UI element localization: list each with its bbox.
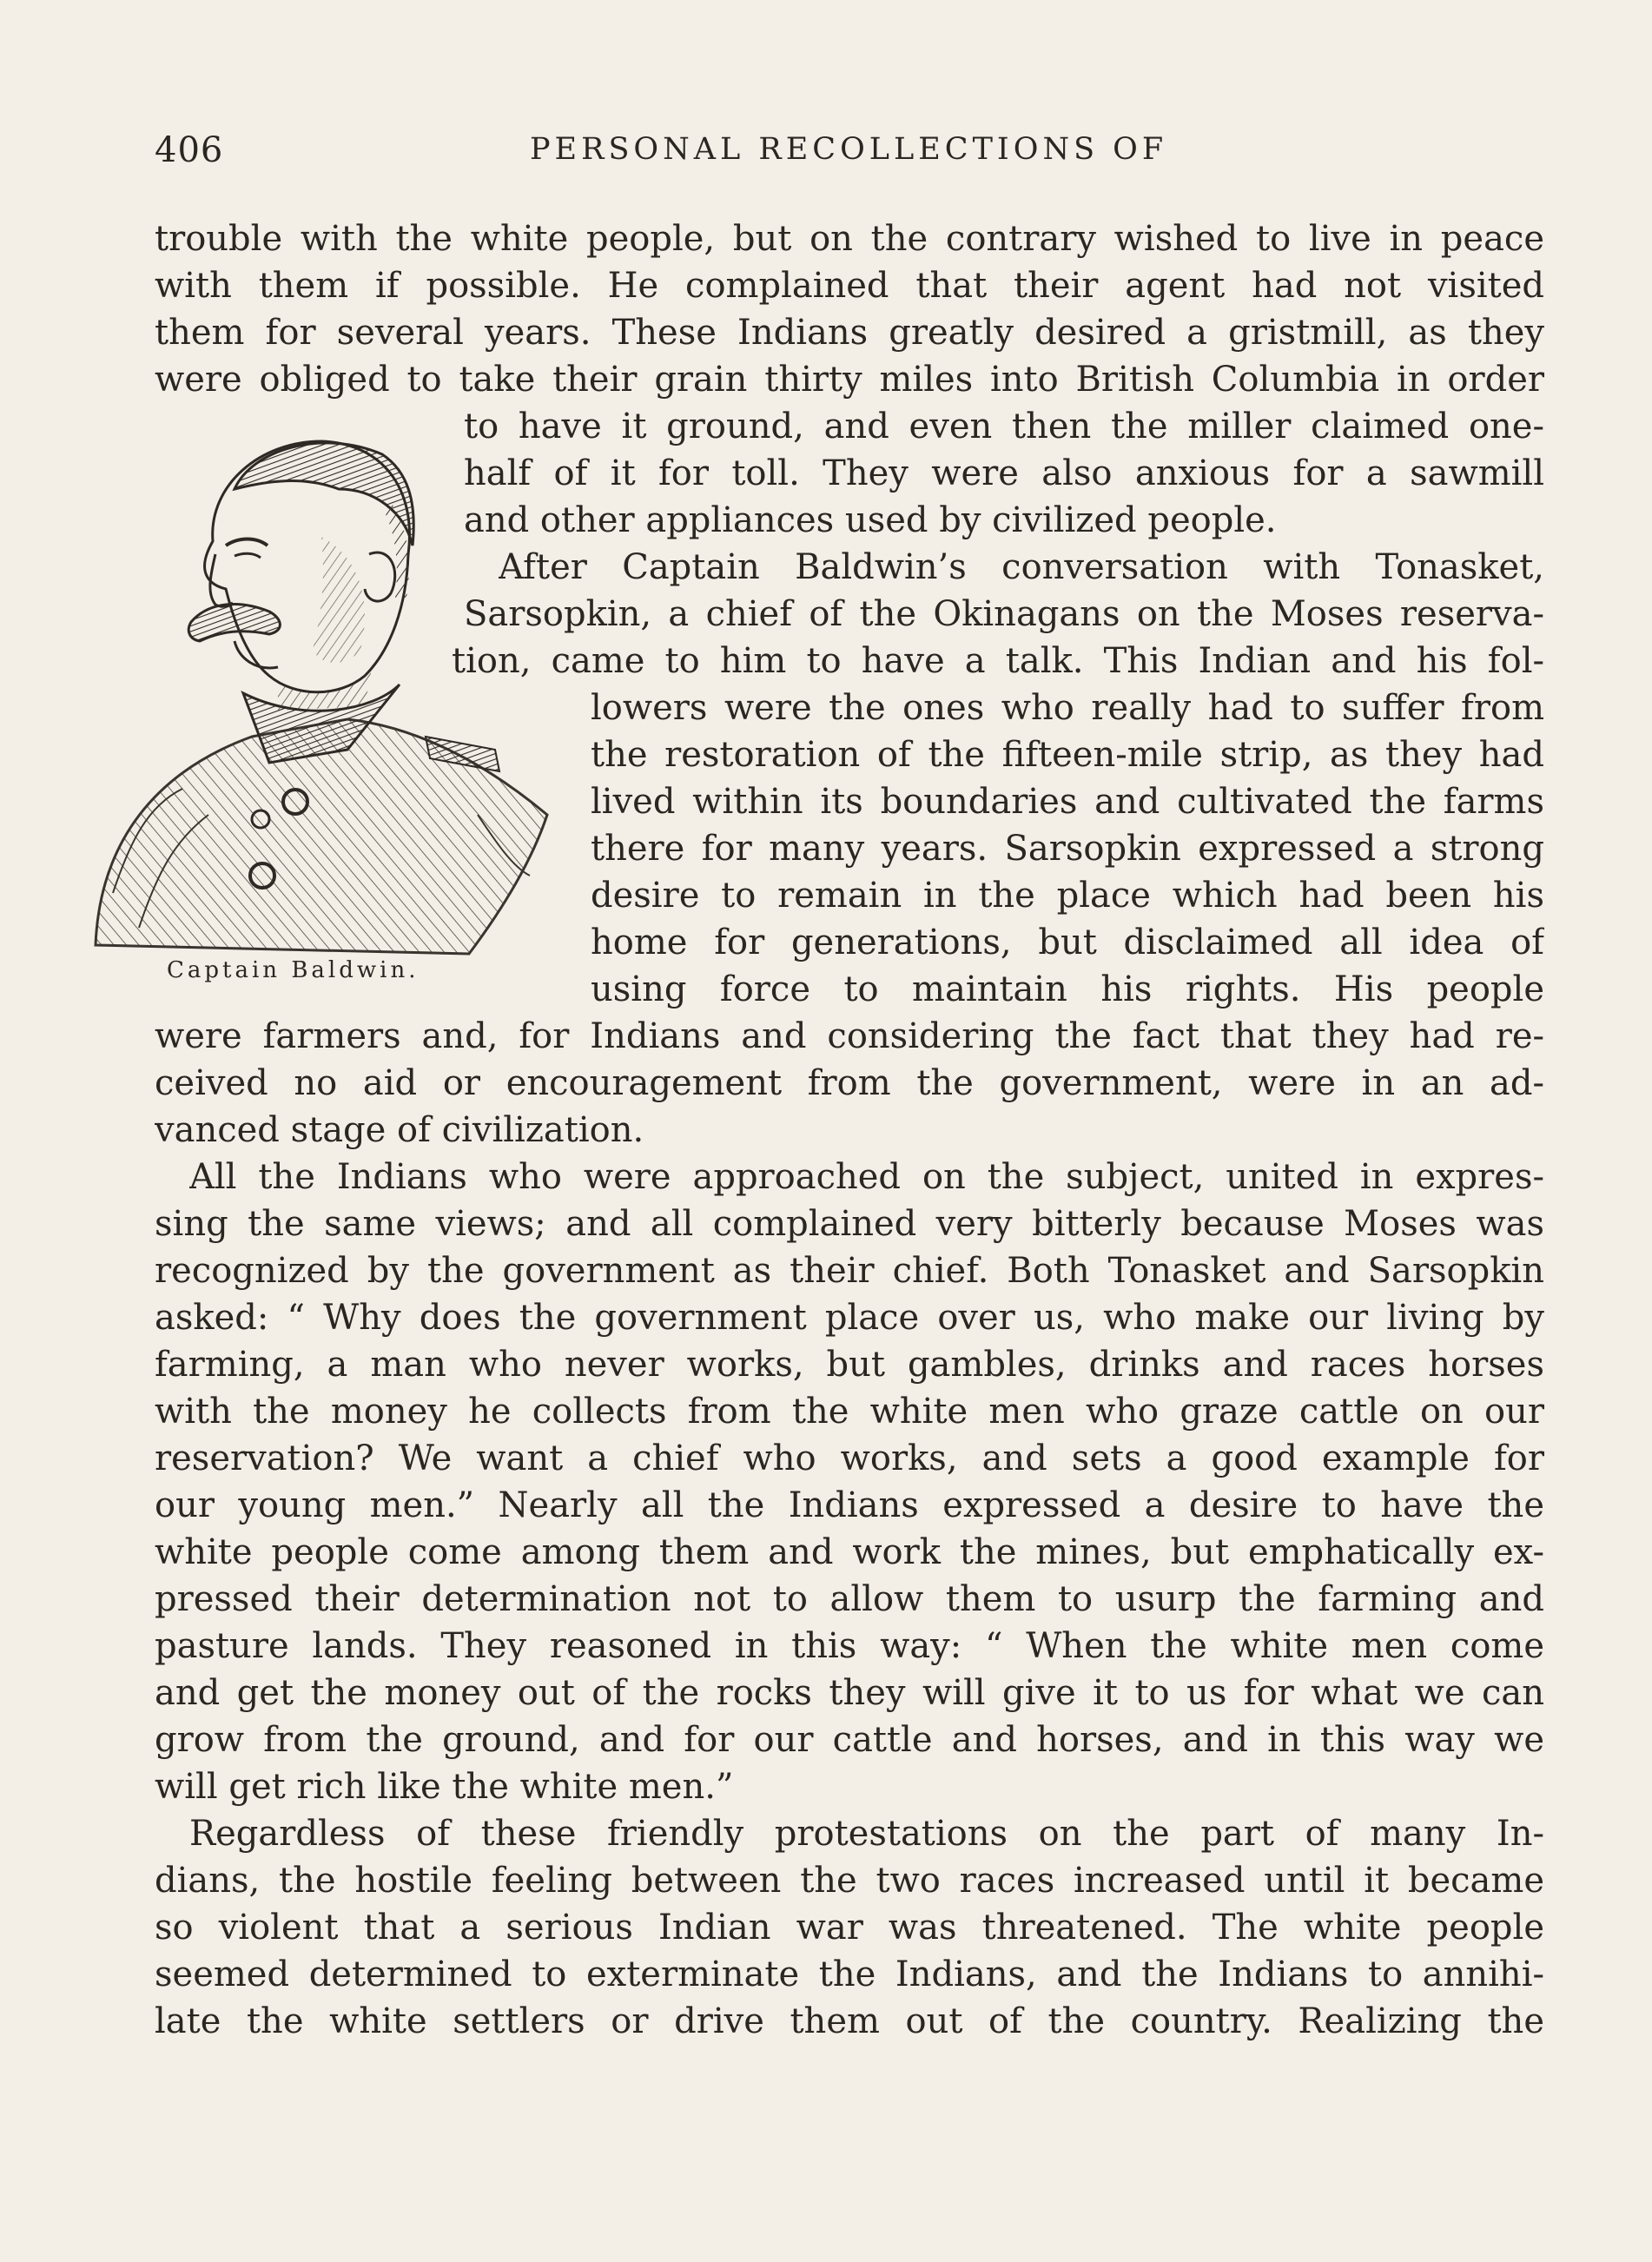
text-line: After Captain Baldwin’s conversation with Tonasket, xyxy=(499,547,1544,587)
running-head-title: PERSONAL RECOLLECTIONS OF xyxy=(530,132,1168,167)
text-line: dians, the hostile feeling between the two races increased until it became xyxy=(155,1861,1544,1901)
text-line: were obliged to take their grain thirty miles into British Columbia in order xyxy=(155,360,1544,400)
text-line: home for generations, but disclaimed all idea of xyxy=(591,923,1544,962)
text-line: pressed their determination not to allow them to usurp the farming and xyxy=(155,1579,1544,1619)
text-line: there for many years. Sarsopkin expressed a strong xyxy=(591,829,1544,869)
text-line: sing the same views; and all complained very bitterly because Moses was xyxy=(155,1204,1544,1244)
text-line: Regardless of these friendly protestations on the part of many In- xyxy=(189,1814,1544,1854)
running-head xyxy=(155,130,1544,191)
text-line: Sarsopkin, a chief of the Okinagans on the Moses reserva- xyxy=(464,594,1544,634)
text-line: asked: “ Why does the government place over us, who make our living by xyxy=(155,1298,1544,1338)
text-line: lowers were the ones who really had to suffer from xyxy=(591,688,1544,728)
text-line: half of it for toll. They were also anxious for a sawmill xyxy=(464,453,1544,493)
text-line: tion, came to him to have a talk. This Indian and his fol- xyxy=(452,641,1544,681)
text-line: desire to remain in the place which had been his xyxy=(591,876,1544,916)
text-line: pasture lands. They reasoned in this way: “ When the white men come xyxy=(155,1626,1544,1666)
page-number: 406 xyxy=(155,130,224,170)
figure-caption: Captain Baldwin. xyxy=(167,957,420,983)
text-line: vanced stage of civilization. xyxy=(155,1110,644,1150)
text-line: with the money he collects from the white men who graze cattle on our xyxy=(155,1392,1544,1432)
text-line: trouble with the white people, but on the contrary wished to live in peace xyxy=(155,219,1544,259)
text-line: lived within its boundaries and cultivated the farms xyxy=(591,782,1544,822)
text-line: and get the money out of the rocks they will give it to us for what we can xyxy=(155,1673,1544,1713)
text-line: reservation? We want a chief who works, and sets a good example for xyxy=(155,1439,1544,1478)
text-line: using force to maintain his rights. His people xyxy=(591,969,1544,1009)
text-line: and other appliances used by civilized people. xyxy=(464,500,1277,540)
text-line: recognized by the government as their chief. Both Tonasket and Sarsopkin xyxy=(155,1251,1544,1291)
text-line: the restoration of the fifteen-mile strip, as they had xyxy=(591,735,1544,775)
text-line: to have it ground, and even then the miller claimed one- xyxy=(464,407,1544,446)
text-line: white people come among them and work the mines, but emphatically ex- xyxy=(155,1532,1544,1572)
text-line: ceived no aid or encouragement from the government, were in an ad- xyxy=(155,1063,1544,1103)
text-line: with them if possible. He complained that their agent had not visited xyxy=(155,266,1544,306)
text-line: seemed determined to exterminate the Indians, and the Indians to annihi- xyxy=(155,1954,1544,1994)
text-line: grow from the ground, and for our cattle and horses, and in this way we xyxy=(155,1720,1544,1760)
text-line: will get rich like the white men.” xyxy=(155,1767,734,1807)
text-line: farming, a man who never works, but gambles, drinks and races horses xyxy=(155,1345,1544,1385)
text-line: them for several years. These Indians greatly desired a gristmill, as they xyxy=(155,313,1544,353)
text-line: All the Indians who were approached on the subject, united in expres- xyxy=(189,1157,1544,1197)
text-line: were farmers and, for Indians and considering the fact that they had re- xyxy=(155,1016,1544,1056)
text-line: our young men.” Nearly all the Indians expressed a desire to have the xyxy=(155,1485,1544,1525)
text-line: late the white settlers or drive them out of the country. Realizing the xyxy=(155,2001,1544,2041)
text-line: so violent that a serious Indian war was threatened. The white people xyxy=(155,1908,1544,1948)
